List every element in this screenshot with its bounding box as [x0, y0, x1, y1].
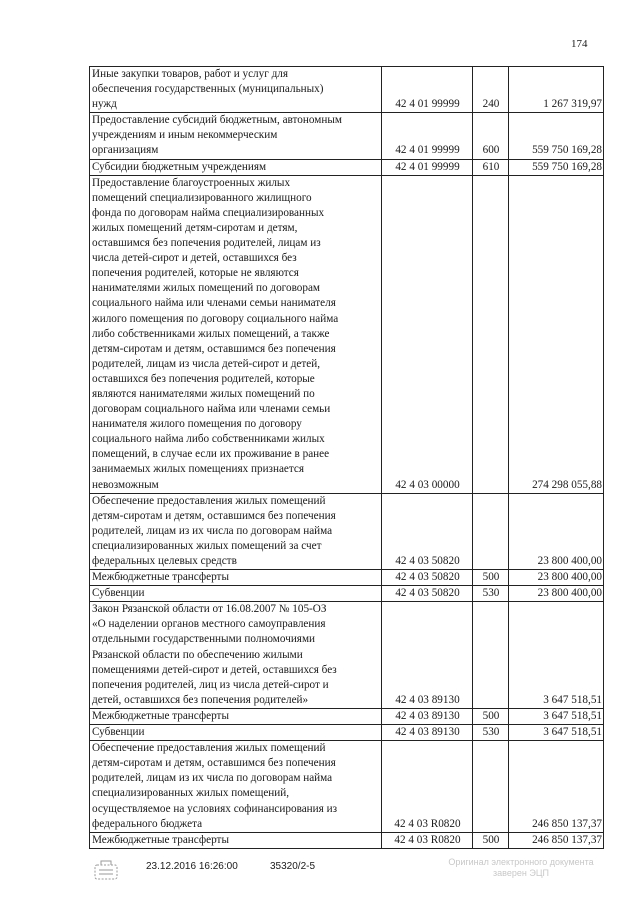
code-cell: 42 4 01 99999	[382, 113, 473, 159]
signature-watermark: Оригинал электронного документа заверен ЭЦП	[448, 857, 594, 878]
page-footer	[92, 857, 610, 887]
type-cell: 500	[473, 832, 509, 848]
amount-cell: 559 750 169,28	[509, 159, 604, 175]
table-body	[90, 67, 604, 849]
table-row	[90, 159, 604, 175]
amount-cell: 246 850 137,37	[509, 832, 604, 848]
name-cell: Предоставление субсидий бюджетным, автономным учреждениям и иным некоммерческим организациям	[90, 113, 382, 159]
name-cell: Субвенции	[90, 725, 382, 741]
table-row	[90, 175, 604, 493]
amount-cell: 23 800 400,00	[509, 493, 604, 569]
table-row	[90, 113, 604, 159]
name-cell: Предоставление благоустроенных жилых помещений специализированного жилищного фонда по договорам найма специализированных жилых помещений детям-сиротам и детям, оставшимся без попечения родителей, лицам из числа детей-сирот и детей, оставшихся без попечения родителей, которые не являются нанимателями жилых помещений по договорам социального найма или членами семьи нанимателя жилого помещения по договору социального найма либо собственниками жилых помещений, а также детям-сиротам и детям, оставшимся без попечения родителей, лицам из числа детей-сирот и детей, оставшихся без попечения родителей, которые являются нанимателями жилых помещений по договорам социального найма или членами семьи нанимателя жилого помещения по договору социального найма либо собственниками жилых помещений, в случае если их проживание в ранее занимаемых жилых помещениях признается невозможным	[90, 175, 382, 493]
name-cell: Субсидии бюджетным учреждениям	[90, 159, 382, 175]
amount-cell: 246 850 137,37	[509, 741, 604, 833]
amount-cell: 3 647 518,51	[509, 725, 604, 741]
table-row	[90, 570, 604, 586]
code-cell: 42 4 01 99999	[382, 67, 473, 113]
amount-cell: 274 298 055,88	[509, 175, 604, 493]
amount-cell: 23 800 400,00	[509, 586, 604, 602]
type-cell: 530	[473, 586, 509, 602]
footer-document-number: 35320/2-5	[270, 861, 316, 872]
code-cell: 42 4 03 89130	[382, 602, 473, 709]
amount-cell: 1 267 319,97	[509, 67, 604, 113]
table-row	[90, 493, 604, 569]
amount-cell: 559 750 169,28	[509, 113, 604, 159]
amount-cell: 23 800 400,00	[509, 570, 604, 586]
type-cell: 500	[473, 708, 509, 724]
code-cell: 42 4 03 89130	[382, 725, 473, 741]
type-cell	[473, 602, 509, 709]
code-cell: 42 4 03 50820	[382, 586, 473, 602]
type-cell	[473, 175, 509, 493]
page-number: 174	[571, 38, 588, 50]
table-row	[90, 832, 604, 848]
type-cell: 500	[473, 570, 509, 586]
table-row	[90, 67, 604, 113]
name-cell: Иные закупки товаров, работ и услуг для обеспечения государственных (муниципальных) нужд	[90, 67, 382, 113]
code-cell: 42 4 03 89130	[382, 708, 473, 724]
name-cell: Межбюджетные трансферты	[90, 570, 382, 586]
budget-table	[89, 66, 604, 849]
name-cell: Субвенции	[90, 586, 382, 602]
type-cell	[473, 493, 509, 569]
type-cell: 530	[473, 725, 509, 741]
name-cell: Закон Рязанской области от 16.08.2007 № 105-ОЗ «О наделении органов местного самоуправления отдельными государственными полномочиями Рязанской области по обеспечению жилыми помещениями детей-сирот и детей, оставшихся без попечения родителей, лиц из числа детей-сирот и детей, оставшихся без попечения родителей»	[90, 602, 382, 709]
code-cell: 42 4 03 50820	[382, 493, 473, 569]
name-cell: Обеспечение предоставления жилых помещений детям-сиротам и детям, оставшимся без попечения родителей, лицам из их числа по договорам найма специализированных жилых помещений, осуществляемое на условиях софинансирования из федерального бюджета	[90, 741, 382, 833]
table-row	[90, 725, 604, 741]
amount-cell: 3 647 518,51	[509, 708, 604, 724]
type-cell: 600	[473, 113, 509, 159]
footer-date: 23.12.2016 16:26:00	[146, 861, 238, 872]
table-row	[90, 586, 604, 602]
code-cell: 42 4 03 00000	[382, 175, 473, 493]
table-row	[90, 602, 604, 709]
code-cell: 42 4 03 50820	[382, 570, 473, 586]
type-cell	[473, 741, 509, 833]
name-cell: Обеспечение предоставления жилых помещений детям-сиротам и детям, оставшимся без попечения родителей, лицам из их числа по договорам найма специализированных жилых помещений за счет федеральных целевых средств	[90, 493, 382, 569]
amount-cell: 3 647 518,51	[509, 602, 604, 709]
stamp-icon	[92, 857, 120, 885]
type-cell: 240	[473, 67, 509, 113]
name-cell: Межбюджетные трансферты	[90, 708, 382, 724]
code-cell: 42 4 01 99999	[382, 159, 473, 175]
table-row	[90, 708, 604, 724]
table-row	[90, 741, 604, 833]
name-cell: Межбюджетные трансферты	[90, 832, 382, 848]
code-cell: 42 4 03 R0820	[382, 832, 473, 848]
type-cell: 610	[473, 159, 509, 175]
code-cell: 42 4 03 R0820	[382, 741, 473, 833]
